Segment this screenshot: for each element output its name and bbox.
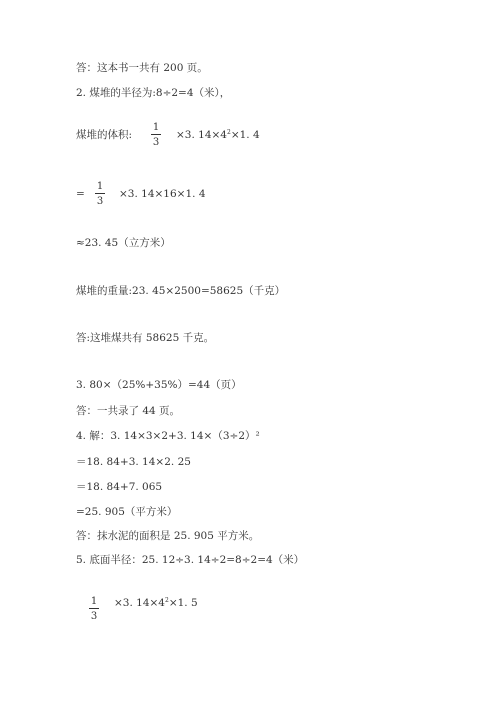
fraction-bar	[151, 134, 161, 135]
fraction-denominator: 3	[152, 137, 160, 148]
problem-3: 3. 80×（25%+35%）=44（页）	[76, 379, 242, 391]
exponent: 2	[165, 597, 169, 604]
volume-result: ≈23. 45（立方米）	[76, 237, 171, 249]
volume-expression	[176, 128, 260, 142]
answer-line-3: 答：一共录了 44 页。	[76, 405, 181, 417]
exponent: 2	[227, 129, 231, 136]
expr-part: ×1. 5	[168, 597, 198, 609]
problem-5-volume-expression	[114, 596, 198, 610]
problem-4-result: =25. 905（平方米）	[76, 506, 178, 518]
fraction-numerator: 1	[152, 122, 160, 133]
problem-4-step-2: ＝18. 84+7. 065	[76, 481, 163, 493]
fraction-numerator: 1	[96, 181, 104, 192]
fraction-one-third	[95, 181, 105, 207]
problem-5: 5. 底面半径：25. 12÷3. 14÷2=8÷2=4（米）	[76, 554, 305, 566]
weight-line: 煤堆的重量:23. 45×2500=58625（千克）	[76, 285, 286, 297]
volume-label: 煤堆的体积:	[76, 129, 133, 141]
expr-part: ×1. 4	[230, 129, 260, 141]
fraction-denominator: 3	[96, 196, 104, 207]
fraction-one-third	[151, 122, 161, 148]
expr-part: ×3. 14×4	[176, 129, 227, 141]
fraction-one-third	[89, 596, 99, 622]
fraction-numerator: 1	[90, 596, 98, 607]
problem-4-step-1: ＝18. 84+3. 14×2. 25	[76, 456, 191, 468]
equals-sign: =	[76, 188, 85, 200]
fraction-denominator: 3	[90, 611, 98, 622]
answer-line-2: 答:这堆煤共有 58625 千克。	[76, 332, 215, 344]
fraction-bar	[95, 193, 105, 194]
volume-expression-step: ×3. 14×16×1. 4	[119, 188, 206, 200]
problem-4: 4. 解：3. 14×3×2+3. 14×（3÷2）²	[76, 430, 260, 442]
fraction-bar	[89, 608, 99, 609]
expr-part: ×3. 14×4	[114, 597, 165, 609]
problem-2-radius: 2. 煤堆的半径为:8÷2=4（米），	[76, 87, 231, 99]
answer-line-1: 答：这本书一共有 200 页。	[76, 62, 208, 74]
answer-line-4: 答：抹水泥的面积是 25. 905 平方米。	[76, 530, 260, 542]
